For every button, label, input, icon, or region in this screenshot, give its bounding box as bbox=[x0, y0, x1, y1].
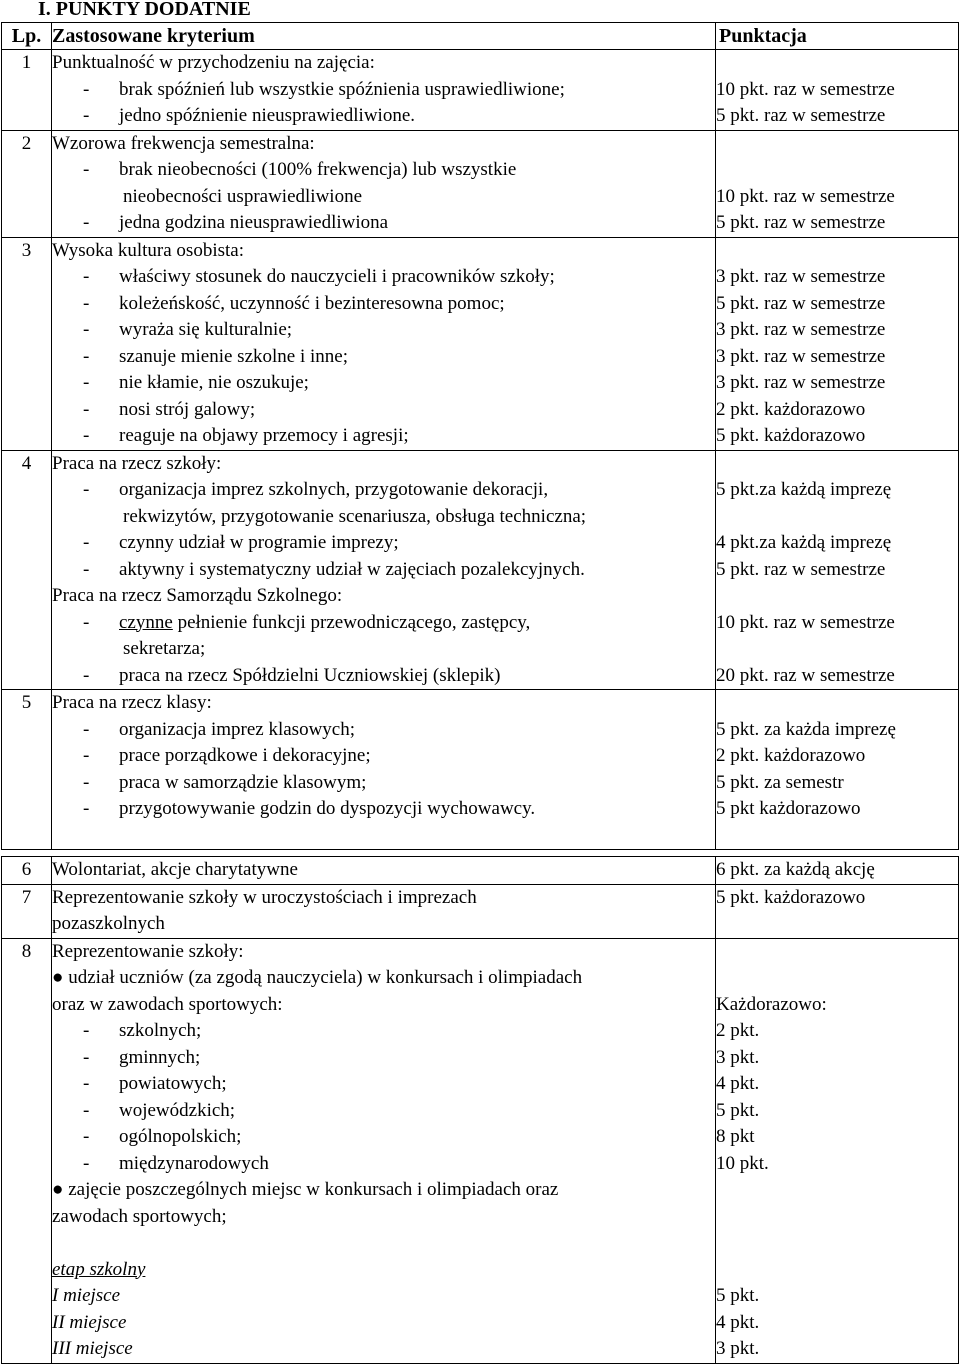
bullet-item: ● udział uczniów (za zgodą nauczyciela) w konkursach i olimpiadach bbox=[52, 967, 583, 988]
points-label: Każdorazowo: bbox=[716, 993, 827, 1015]
section-title: I. PUNKTY DODATNIE bbox=[38, 0, 251, 20]
criterion-title: Praca na rzecz szkoły: bbox=[52, 452, 222, 474]
row-number: 7 bbox=[2, 884, 52, 938]
points-cell bbox=[716, 50, 959, 131]
list-item-continuation: nieobecności usprawiedliwione bbox=[123, 185, 363, 207]
list-item: - brak spóźnień lub wszystkie spóźnienia usprawiedliwione; bbox=[52, 77, 715, 104]
points-cell bbox=[716, 884, 959, 938]
points-cell bbox=[716, 237, 959, 450]
points-cell bbox=[716, 130, 959, 237]
dash-glyph: - bbox=[83, 212, 90, 233]
row-number: 5 bbox=[2, 690, 52, 850]
points-value: 5 pkt. za semestr bbox=[716, 771, 844, 793]
points-cell bbox=[716, 690, 959, 850]
criterion-cell bbox=[52, 857, 716, 885]
points-cell bbox=[716, 450, 959, 690]
list-item: - aktywny i systematyczny udział w zajęciach pozalekcyjnych. bbox=[83, 558, 585, 580]
list-item: - nie kłamie, nie oszukuje; bbox=[83, 372, 309, 393]
list-item: - koleżeńskość, uczynność i bezinteresowna pomoc; bbox=[83, 292, 505, 314]
points-value: 10 pkt. raz w semestrze bbox=[716, 611, 895, 633]
points-table-main bbox=[1, 22, 959, 850]
criterion-title-continuation: pozaszkolnych bbox=[52, 913, 165, 934]
dash-glyph: - bbox=[83, 159, 90, 180]
list-item: - szanuje mienie szkolne i inne; bbox=[83, 345, 348, 367]
points-value: 4 pkt. bbox=[716, 1073, 760, 1094]
list-item: - wojewódzkich; bbox=[83, 1099, 236, 1121]
list-item-continuation: sekretarza; bbox=[123, 638, 206, 659]
points-cell bbox=[716, 938, 959, 1363]
table-row bbox=[2, 50, 959, 131]
row-number: 6 bbox=[2, 857, 52, 885]
list-item: - organizacja imprez szkolnych, przygotowanie dekoracji, bbox=[83, 479, 549, 500]
points-value: 3 pkt. bbox=[716, 1338, 760, 1359]
bullet-item-continuation: zawodach sportowych; bbox=[52, 1205, 227, 1227]
points-value: 3 pkt. raz w semestrze bbox=[716, 319, 886, 340]
row-number: 8 bbox=[2, 938, 52, 1363]
table-row bbox=[2, 237, 959, 450]
table-row bbox=[2, 884, 959, 938]
points-value: 6 pkt. za każdą akcję bbox=[716, 859, 875, 880]
table-row bbox=[2, 938, 959, 1363]
list-item: - czynne pełnienie funkcji przewodniczącego, zastępcy, bbox=[83, 611, 531, 633]
list-item: - reaguje na objawy przemocy i agresji; bbox=[83, 425, 409, 446]
criterion-title: Punktualność w przychodzeniu na zajęcia: bbox=[52, 52, 375, 73]
criterion-cell bbox=[52, 130, 716, 237]
criterion-title: Wysoka kultura osobista: bbox=[52, 239, 244, 261]
points-value: 3 pkt. raz w semestrze bbox=[716, 372, 886, 393]
points-value: 5 pkt. każdorazowo bbox=[716, 886, 866, 908]
criterion-cell bbox=[52, 884, 716, 938]
list-item: - organizacja imprez klasowych; bbox=[83, 718, 355, 740]
points-value: 10 pkt. raz w semestrze bbox=[716, 185, 895, 207]
criterion-title: Wolontariat, akcje charytatywne bbox=[52, 859, 298, 880]
list-item: - właściwy stosunek do nauczycieli i pracowników szkoły; bbox=[83, 266, 555, 287]
table-row bbox=[2, 857, 959, 885]
bullet-item: ● zajęcie poszczególnych miejsc w konkursach i olimpiadach oraz bbox=[52, 1179, 559, 1200]
bullet-icon: ● bbox=[52, 967, 64, 988]
points-value: 3 pkt. raz w semestrze bbox=[716, 266, 886, 287]
criterion-title: Reprezentowanie szkoły: bbox=[52, 940, 244, 962]
points-value: 5 pkt. raz w semestrze bbox=[716, 292, 886, 314]
points-value: 5 pkt. bbox=[716, 1099, 760, 1121]
list-item: - prace porządkowe i dekoracyjne; bbox=[83, 745, 371, 766]
list-item: - wyraża się kulturalnie; bbox=[83, 319, 293, 340]
underlined-text: czynne bbox=[119, 611, 173, 633]
table-row bbox=[2, 450, 959, 690]
list-item: - przygotowywanie godzin do dyspozycji wychowawcy. bbox=[83, 798, 536, 819]
criterion-cell bbox=[52, 50, 716, 131]
list-item: - czynny udział w programie imprezy; bbox=[83, 532, 399, 553]
table-row bbox=[2, 130, 959, 237]
list-item: - praca w samorządzie klasowym; bbox=[83, 771, 367, 793]
criterion-cell bbox=[52, 450, 716, 690]
points-value: 8 pkt bbox=[716, 1126, 755, 1147]
points-value: 10 pkt. raz w semestrze bbox=[716, 78, 895, 100]
list-item: - nosi strój galowy; bbox=[83, 398, 256, 420]
points-value: 4 pkt. bbox=[716, 1311, 760, 1333]
points-value: 20 pkt. raz w semestrze bbox=[716, 664, 895, 686]
points-value: 5 pkt. raz w semestrze bbox=[716, 558, 886, 580]
points-value: 10 pkt. bbox=[716, 1152, 769, 1174]
points-table-extra bbox=[1, 856, 959, 1364]
header-points: Punktacja bbox=[716, 23, 959, 50]
stage-label: etap szkolny bbox=[52, 1258, 146, 1280]
criterion-cell bbox=[52, 237, 716, 450]
criterion-title: Reprezentowanie szkoły w uroczystościach i imprezach bbox=[52, 886, 477, 908]
list-item: - szkolnych; bbox=[83, 1020, 202, 1041]
points-cell bbox=[716, 857, 959, 885]
list-item: - praca na rzecz Spółdzielni Uczniowskiej (sklepik) bbox=[83, 664, 501, 686]
points-value: 3 pkt. raz w semestrze bbox=[716, 345, 886, 367]
criterion-title: Praca na rzecz klasy: bbox=[52, 692, 212, 713]
criterion-subtitle: Praca na rzecz Samorządu Szkolnego: bbox=[52, 585, 343, 606]
header-lp: Lp. bbox=[2, 23, 52, 50]
points-value: 2 pkt. każdorazowo bbox=[716, 398, 866, 420]
list-item-continuation: rekwizytów, przygotowanie scenariusza, obsługa techniczna; bbox=[123, 505, 587, 527]
points-value: 5 pkt. raz w semestrze bbox=[716, 212, 886, 233]
list-item: - brak nieobecności (100% frekwencja) lub wszystkie bbox=[52, 157, 715, 184]
points-value: 5 pkt. bbox=[716, 1285, 760, 1306]
dash-glyph: - bbox=[83, 105, 90, 126]
criterion-cell bbox=[52, 938, 716, 1363]
list-item: - gminnych; bbox=[83, 1046, 201, 1068]
points-value: 5 pkt. raz w semestrze bbox=[716, 105, 886, 126]
place-label: III miejsce bbox=[52, 1338, 133, 1359]
place-label: I miejsce bbox=[52, 1285, 121, 1306]
points-value: 3 pkt. bbox=[716, 1046, 760, 1068]
row-number: 3 bbox=[2, 237, 52, 450]
list-item: - ogólnopolskich; bbox=[83, 1126, 242, 1147]
points-value: 5 pkt każdorazowo bbox=[716, 798, 861, 819]
row-number: 1 bbox=[2, 50, 52, 131]
list-item: - jedno spóźnienie nieusprawiedliwione. bbox=[52, 103, 715, 130]
points-value: 5 pkt.za każdą imprezę bbox=[716, 479, 892, 500]
table-row bbox=[2, 690, 959, 850]
points-value: 5 pkt. każdorazowo bbox=[716, 425, 866, 446]
list-item: - jedna godzina nieusprawiedliwiona bbox=[52, 210, 715, 237]
dash-glyph: - bbox=[83, 78, 90, 100]
criterion-cell bbox=[52, 690, 716, 850]
criterion-title: Wzorowa frekwencja semestralna: bbox=[52, 132, 315, 154]
bullet-item-continuation: oraz w zawodach sportowych: bbox=[52, 993, 283, 1015]
row-number: 4 bbox=[2, 450, 52, 690]
row-number: 2 bbox=[2, 130, 52, 237]
place-label: II miejsce bbox=[52, 1311, 127, 1333]
table-header-row bbox=[2, 23, 959, 50]
header-criterion: Zastosowane kryterium bbox=[52, 23, 716, 50]
list-item: - powiatowych; bbox=[83, 1073, 227, 1094]
points-value: 2 pkt. każdorazowo bbox=[716, 745, 866, 766]
points-value: 2 pkt. bbox=[716, 1020, 760, 1041]
points-value: 5 pkt. za każda imprezę bbox=[716, 718, 896, 740]
points-value: 4 pkt.za każdą imprezę bbox=[716, 532, 892, 553]
bullet-icon: ● bbox=[52, 1179, 64, 1200]
list-item: - międzynarodowych bbox=[83, 1152, 269, 1174]
